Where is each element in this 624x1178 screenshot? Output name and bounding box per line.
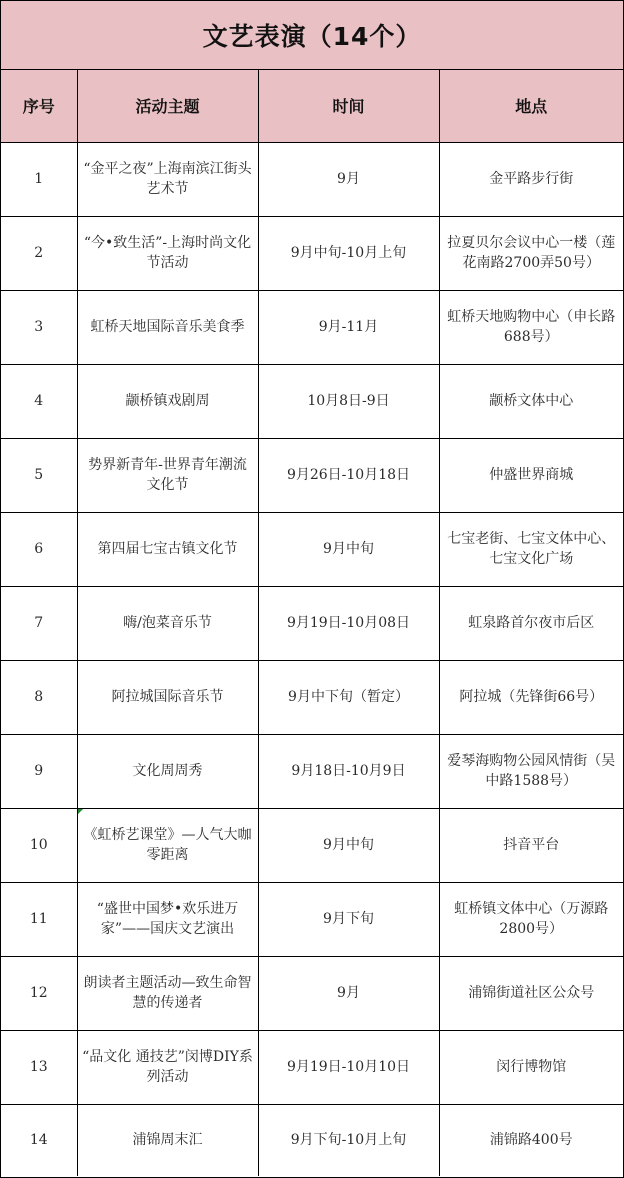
cell-theme: 朗读者主题活动—致生命智慧的传递者 [77, 956, 258, 1030]
table-row [1, 882, 623, 956]
cell-time: 9月26日-10月18日 [258, 438, 439, 512]
cell-no: 4 [1, 364, 77, 438]
cell-no: 8 [1, 660, 77, 734]
cell-theme: “盛世中国梦•欢乐进万家”——国庆文艺演出 [77, 882, 258, 956]
table-row [1, 956, 623, 1030]
table-row [1, 734, 623, 808]
cell-time: 9月 [258, 956, 439, 1030]
cell-place: 闵行博物馆 [439, 1030, 623, 1104]
cell-theme: 势界新青年-世界青年潮流文化节 [77, 438, 258, 512]
comment-indicator-icon [78, 809, 83, 814]
cell-theme: 浦锦周末汇 [77, 1104, 258, 1176]
table-row [1, 290, 623, 364]
cell-no: 5 [1, 438, 77, 512]
cell-no: 3 [1, 290, 77, 364]
table-row [1, 808, 623, 882]
cell-no: 1 [1, 142, 77, 216]
cell-theme: “今•致生活”-上海时尚文化节活动 [77, 216, 258, 290]
cell-no: 7 [1, 586, 77, 660]
cell-no: 6 [1, 512, 77, 586]
cell-time: 9月 [258, 142, 439, 216]
cell-time: 9月19日-10月10日 [258, 1030, 439, 1104]
cell-time: 9月-11月 [258, 290, 439, 364]
cell-theme: 《虹桥艺课堂》—人气大咖零距离 [77, 808, 258, 882]
cell-no: 2 [1, 216, 77, 290]
table-row [1, 216, 623, 290]
table-row [1, 142, 623, 216]
cell-time: 9月中旬-10月上旬 [258, 216, 439, 290]
cell-no: 12 [1, 956, 77, 1030]
cell-place: 七宝老街、七宝文体中心、七宝文化广场 [439, 512, 623, 586]
cell-theme: “金平之夜”上海南滨江街头艺术节 [77, 142, 258, 216]
cell-time: 9月中下旬（暂定） [258, 660, 439, 734]
cell-place: 浦锦路400号 [439, 1104, 623, 1176]
cell-place: 仲盛世界商城 [439, 438, 623, 512]
cell-time: 9月19日-10月08日 [258, 586, 439, 660]
cell-theme: 第四届七宝古镇文化节 [77, 512, 258, 586]
cell-theme: 阿拉城国际音乐节 [77, 660, 258, 734]
cell-place: 阿拉城（先锋街66号） [439, 660, 623, 734]
table-row [1, 660, 623, 734]
table-row [1, 438, 623, 512]
cell-no: 10 [1, 808, 77, 882]
header-no: 序号 [1, 70, 77, 142]
cell-time: 9月中旬 [258, 808, 439, 882]
table-row [1, 1030, 623, 1104]
cell-place: 抖音平台 [439, 808, 623, 882]
cell-no: 11 [1, 882, 77, 956]
header-theme: 活动主题 [77, 70, 258, 142]
table-row [1, 364, 623, 438]
cell-place: 虹桥天地购物中心（申长路688号） [439, 290, 623, 364]
header-time: 时间 [258, 70, 439, 142]
cell-theme: “品文化 通技艺”闵博DIY系列活动 [77, 1030, 258, 1104]
cell-place: 虹桥镇文体中心（万源路2800号） [439, 882, 623, 956]
cell-place: 颛桥文体中心 [439, 364, 623, 438]
header-place: 地点 [439, 70, 623, 142]
cell-place: 拉夏贝尔会议中心一楼（莲花南路2700弄50号） [439, 216, 623, 290]
events-table [1, 70, 623, 1176]
cell-place: 浦锦街道社区公众号 [439, 956, 623, 1030]
cell-time: 9月下旬 [258, 882, 439, 956]
cell-time: 9月下旬-10月上旬 [258, 1104, 439, 1176]
table-title: 文艺表演（14个） [202, 22, 422, 51]
cell-time: 9月18日-10月9日 [258, 734, 439, 808]
cell-no: 13 [1, 1030, 77, 1104]
table-body [1, 142, 623, 1176]
cell-no: 9 [1, 734, 77, 808]
table-row [1, 1104, 623, 1176]
table-title-bar [1, 1, 623, 70]
table-row [1, 586, 623, 660]
cell-no: 14 [1, 1104, 77, 1176]
cell-theme: 颛桥镇戏剧周 [77, 364, 258, 438]
cell-theme: 嗨/泡菜音乐节 [77, 586, 258, 660]
cell-place: 爱琴海购物公园风情街（吴中路1588号） [439, 734, 623, 808]
table-header-row [1, 70, 623, 142]
cell-time: 10月8日-9日 [258, 364, 439, 438]
cell-time: 9月中旬 [258, 512, 439, 586]
cell-theme: 文化周周秀 [77, 734, 258, 808]
table-row [1, 512, 623, 586]
cell-theme: 虹桥天地国际音乐美食季 [77, 290, 258, 364]
cell-place: 金平路步行街 [439, 142, 623, 216]
cell-place: 虹泉路首尔夜市后区 [439, 586, 623, 660]
